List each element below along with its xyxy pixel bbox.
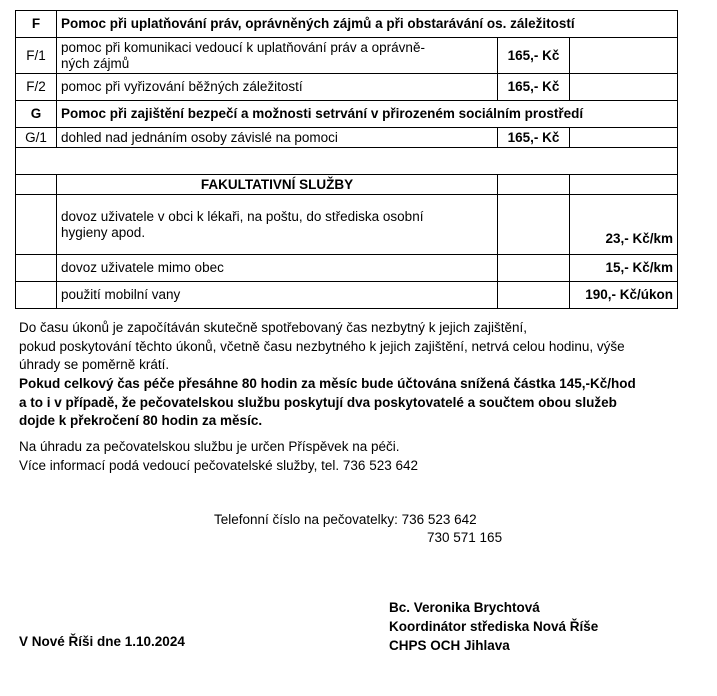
item-description bbox=[57, 38, 498, 74]
item-description-line: ných zájmů bbox=[61, 55, 130, 71]
item-description: dohled nad jednáním osoby závislé na pomoci bbox=[57, 128, 498, 148]
item-description: dovoz uživatele mimo obec bbox=[57, 255, 498, 282]
empty-cell bbox=[570, 38, 678, 74]
empty-cell bbox=[570, 74, 678, 101]
section-title: Pomoc při zajištění bezpečí a možnosti setrvání v přirozeném sociálním prostředí bbox=[57, 101, 678, 128]
section-code: F bbox=[16, 11, 57, 38]
empty-cell bbox=[498, 175, 570, 195]
table-row bbox=[16, 255, 678, 282]
phone-second: 730 571 165 bbox=[427, 530, 503, 545]
caregiver-phones bbox=[214, 511, 502, 547]
blank-row bbox=[16, 148, 678, 175]
note-line: úhrady se poměrně krátí. bbox=[19, 357, 170, 372]
note-line: Na úhradu za pečovatelskou službu je určen Příspěvek na péči. bbox=[19, 439, 400, 454]
item-description-line: pomoc při komunikaci vedoucí k uplatňování práv a oprávně- bbox=[61, 39, 425, 55]
empty-cell bbox=[498, 195, 570, 255]
place-date: V Nové Říši dne 1.10.2024 bbox=[19, 634, 185, 649]
empty-cell bbox=[16, 148, 678, 175]
empty-cell bbox=[570, 175, 678, 195]
table-row bbox=[16, 195, 678, 255]
signature-block bbox=[389, 598, 598, 655]
item-price: 15,- Kč/km bbox=[570, 255, 678, 282]
note-line: dojde k překročení 80 hodin za měsíc. bbox=[19, 413, 263, 428]
signatory-org: CHPS OCH Jihlava bbox=[389, 638, 510, 653]
table-row bbox=[16, 282, 678, 309]
note-reduced-rate bbox=[19, 375, 709, 431]
note-line: Více informací podá vedoucí pečovatelské služby, tel. 736 523 642 bbox=[19, 457, 418, 473]
item-description: použití mobilní vany bbox=[57, 282, 498, 309]
empty-cell bbox=[498, 255, 570, 282]
empty-cell bbox=[570, 128, 678, 148]
item-code: F/2 bbox=[16, 74, 57, 101]
empty-cell bbox=[16, 175, 57, 195]
table-row bbox=[16, 128, 678, 148]
note-time-calculation bbox=[19, 319, 709, 375]
table-row bbox=[16, 74, 678, 101]
price-table bbox=[15, 10, 678, 309]
item-description-line: dovoz uživatele v obci k lékaři, na poštu, do střediska osobní bbox=[61, 208, 424, 224]
table-row bbox=[16, 38, 678, 74]
note-line: Do času úkonů je započítáván skutečně spotřebovaný čas nezbytný k jejich zajištění, bbox=[19, 320, 528, 335]
note-line: Pokud celkový čas péče přesáhne 80 hodin za měsíc bude účtována snížená částka 145,-Kč/hod bbox=[19, 376, 636, 391]
empty-cell bbox=[16, 282, 57, 309]
item-description-line: hygieny apod. bbox=[61, 224, 146, 240]
empty-cell bbox=[16, 255, 57, 282]
section-code: G bbox=[16, 101, 57, 128]
optional-header-row bbox=[16, 175, 678, 195]
item-description: pomoc při vyřizování běžných záležitostí bbox=[57, 74, 498, 101]
section-row-g bbox=[16, 101, 678, 128]
optional-title: FAKULTATIVNÍ SLUŽBY bbox=[57, 175, 498, 195]
item-price: 165,- Kč bbox=[498, 128, 570, 148]
item-price: 190,- Kč/úkon bbox=[570, 282, 678, 309]
signatory-role: Koordinátor střediska Nová Říše bbox=[389, 619, 599, 634]
item-price: 23,- Kč/km bbox=[570, 195, 678, 255]
note-payment-info bbox=[19, 438, 418, 475]
note-line: a to i v případě, že pečovatelskou službu poskytují dva poskytovatelé a součtem obou služeb bbox=[19, 394, 617, 410]
item-code: F/1 bbox=[16, 38, 57, 74]
empty-cell bbox=[498, 282, 570, 309]
signatory-name: Bc. Veronika Brychtová bbox=[389, 600, 540, 615]
section-title: Pomoc při uplatňování práv, oprávněných zájmů a při obstarávání os. záležitostí bbox=[57, 11, 678, 38]
item-price: 165,- Kč bbox=[498, 74, 570, 101]
empty-cell bbox=[16, 195, 57, 255]
item-price: 165,- Kč bbox=[498, 38, 570, 74]
item-description bbox=[57, 195, 498, 255]
note-line: pokud poskytování těchto úkonů, včetně času nezbytného k jejich zajištění, netrvá celou hodinu, výše bbox=[19, 338, 625, 354]
section-row-f bbox=[16, 11, 678, 38]
phone-label: Telefonní číslo na pečovatelky: 736 523 642 bbox=[214, 512, 477, 527]
item-code: G/1 bbox=[16, 128, 57, 148]
